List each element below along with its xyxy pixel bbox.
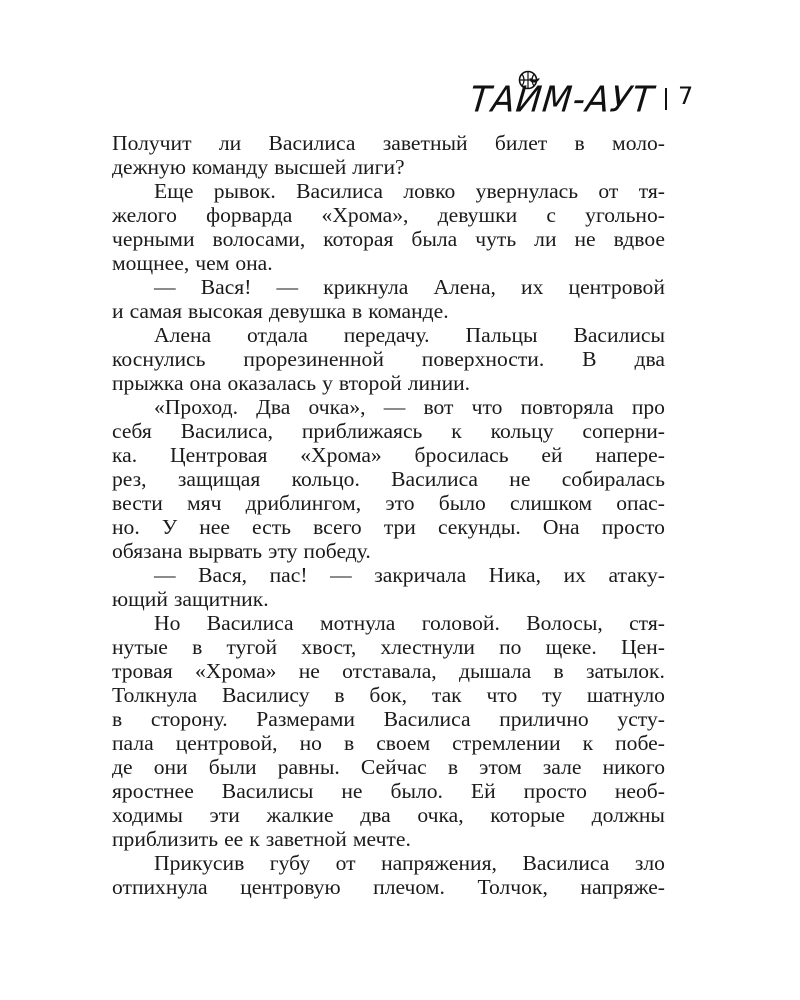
text-line: в сторону. Размерами Василиса прилично усту- — [112, 707, 665, 731]
text-line: Получит ли Василиса заветный билет в моло- — [112, 131, 665, 155]
text-line: мощнее, чем она. — [112, 251, 273, 275]
book-title-logo — [467, 70, 657, 126]
text-line: яростнее Василисы не было. Ей просто необ- — [112, 779, 665, 803]
text-line: дежную команду высшей лиги? — [112, 155, 405, 179]
text-line: рез, защищая кольцо. Василиса не собиралась — [112, 467, 665, 491]
text-line: ка. Центровая «Хрома» бросилась ей напере- — [112, 443, 665, 467]
text-line: — Вася! — крикнула Алена, их центровой — [154, 275, 665, 299]
running-head — [467, 70, 700, 126]
text-line: приблизить ее к заветной мечте. — [112, 827, 411, 851]
page-number: 7 — [678, 82, 694, 110]
body-text — [112, 131, 665, 899]
text-line: Толкнула Василису в бок, так что ту шатнуло — [112, 683, 665, 707]
text-line: но. У нее есть всего три секунды. Она просто — [112, 515, 665, 539]
text-line: ходимы эти жалкие два очка, которые должны — [112, 803, 665, 827]
book-title: ТАЙМ-АУТ — [467, 79, 657, 121]
text-line: коснулись прорезиненной поверхности. В два — [112, 347, 665, 371]
text-line: себя Василиса, приближаясь к кольцу соперни- — [112, 419, 665, 443]
text-line: прыжка она оказалась у второй линии. — [112, 371, 471, 395]
text-line: — Вася, пас! — закричала Ника, их атаку- — [154, 563, 665, 587]
header-separator — [665, 88, 667, 110]
text-line: отпихнула центровую плечом. Толчок, напряже- — [112, 875, 665, 899]
text-line: «Проход. Два очка», — вот что повторяла про — [154, 395, 665, 419]
text-line: Алена отдала передачу. Пальцы Василисы — [154, 323, 665, 347]
text-line: де они были равны. Сейчас в этом зале никого — [112, 755, 665, 779]
text-line: Еще рывок. Василиса ловко увернулась от тя- — [154, 179, 665, 203]
text-line: вести мяч дриблингом, это было слишком опас- — [112, 491, 665, 515]
text-line: пала центровой, но в своем стремлении к побе- — [112, 731, 665, 755]
basketball-icon — [518, 70, 538, 90]
text-line: обязана вырвать эту победу. — [112, 539, 371, 563]
text-line: Но Василиса мотнула головой. Волосы, стя- — [154, 611, 665, 635]
text-line: желого форварда «Хрома», девушки с угольно- — [112, 203, 665, 227]
text-line: ющий защитник. — [112, 587, 269, 611]
text-line: черными волосами, которая была чуть ли не вдвое — [112, 227, 665, 251]
text-line: Прикусив губу от напряжения, Василиса зло — [154, 851, 665, 875]
text-line: и самая высокая девушка в команде. — [112, 299, 449, 323]
text-line: тровая «Хрома» не отставала, дышала в затылок. — [112, 659, 665, 683]
text-line: нутые в тугой хвост, хлестнули по щеке. Цен- — [112, 635, 665, 659]
